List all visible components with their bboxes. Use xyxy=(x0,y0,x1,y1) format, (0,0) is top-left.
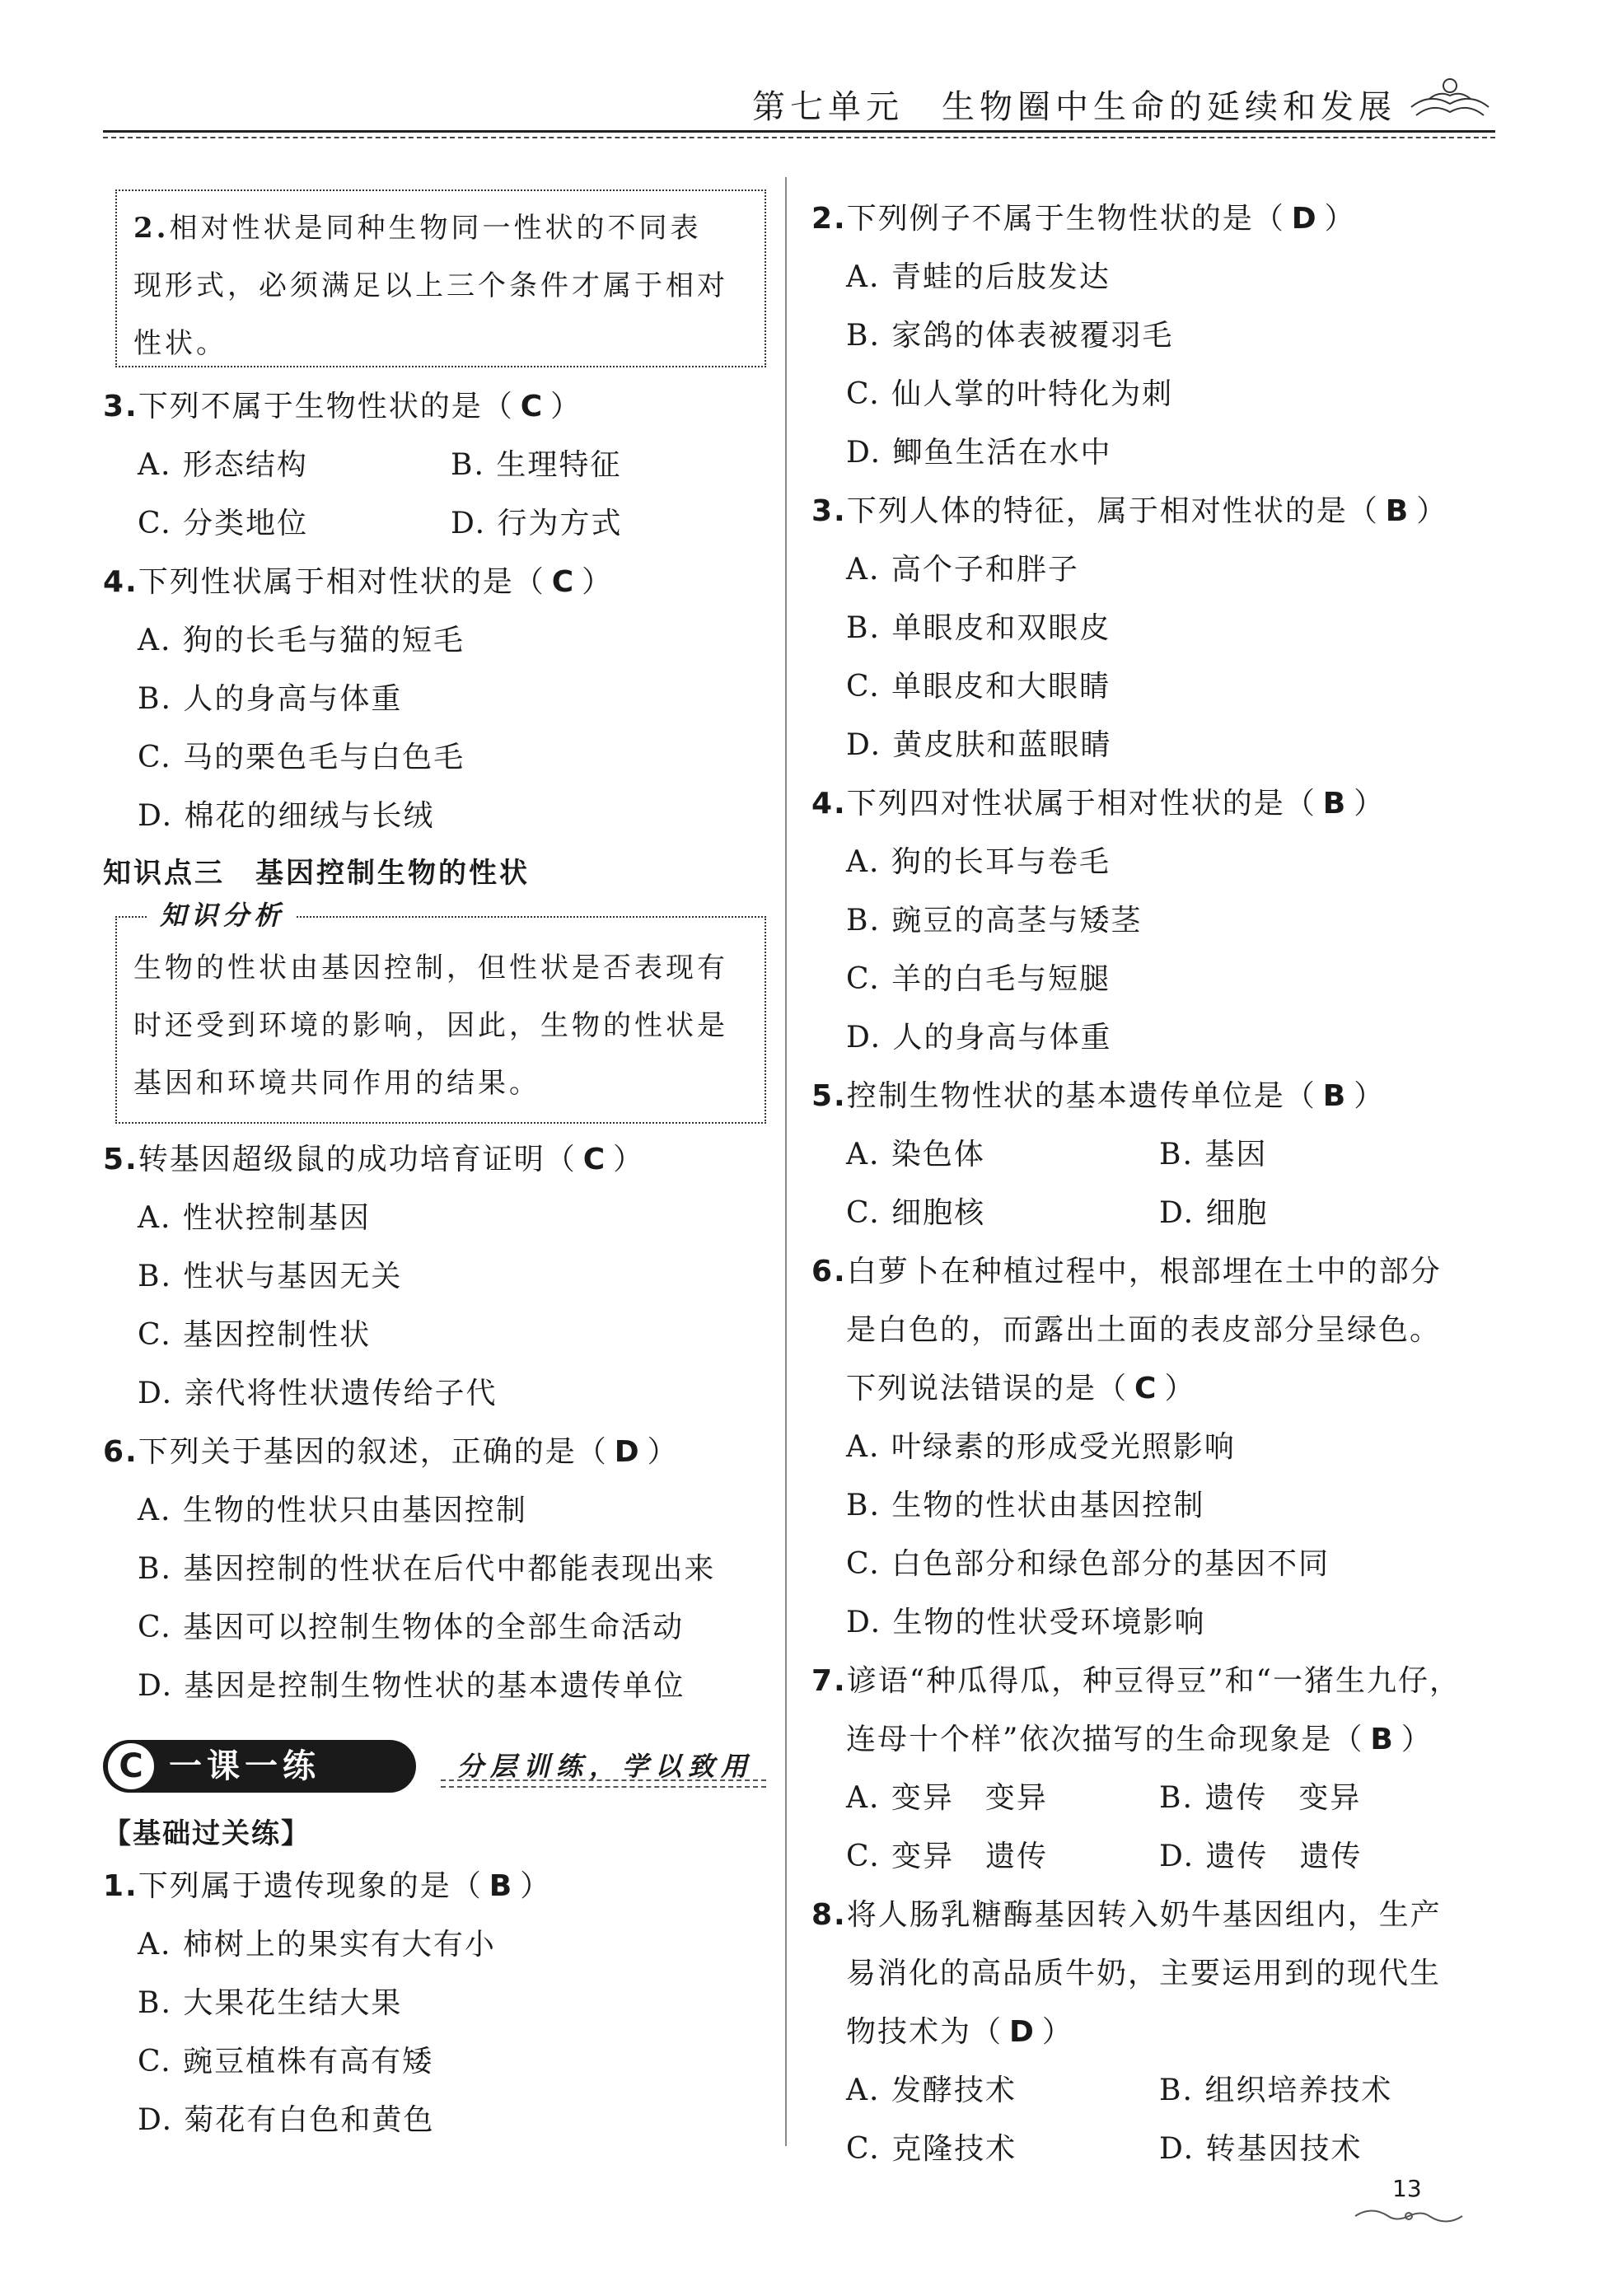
answer: B xyxy=(1385,494,1410,528)
option-a: A. 发酵技术 xyxy=(846,2074,1017,2107)
question-text: 下列属于遗传现象的是（ xyxy=(138,1869,483,1903)
question-text: 下列四对性状属于相对性状的是（ xyxy=(846,787,1316,821)
option-b: B. 组织培养技术 xyxy=(1159,2074,1393,2107)
question-text-continued: 下列说法错误的是（ xyxy=(846,1372,1129,1405)
answer: B xyxy=(1322,1079,1348,1113)
option-a: A. 染色体 xyxy=(846,1138,985,1171)
header-rule xyxy=(103,130,1495,133)
note-number: 2. xyxy=(133,212,170,245)
question-number: 2. xyxy=(811,202,847,236)
option-c: C. 分类地位 xyxy=(138,507,309,540)
option-d: D. 生物的性状受环境影响 xyxy=(846,1606,1206,1639)
question-7 xyxy=(811,1652,1499,1886)
question-4 xyxy=(103,553,766,845)
question-8 xyxy=(811,1886,1499,2178)
question-text: 控制生物性状的基本遗传单位是（ xyxy=(846,1079,1316,1113)
answer: D xyxy=(1009,2015,1036,2049)
option-d: D. 黄皮肤和蓝眼睛 xyxy=(846,728,1112,762)
option-c: C. 变异 遗传 xyxy=(846,1840,1049,1873)
question-text: 下列关于基因的叙述，正确的是（ xyxy=(138,1435,608,1469)
question-number: 1. xyxy=(103,1869,138,1903)
option-c: C. 基因控制性状 xyxy=(138,1318,372,1352)
question-3 xyxy=(811,482,1499,774)
paren: ） xyxy=(1164,1372,1196,1405)
question-number: 5. xyxy=(103,1143,138,1176)
paren: ） xyxy=(1041,2015,1073,2049)
unit-title: 第七单元 生物圈中生命的延续和发展 xyxy=(752,88,1396,126)
paren: ） xyxy=(1324,202,1356,236)
question-6 xyxy=(103,1423,766,1715)
analysis-line: 基因和环境共同作用的结果。 xyxy=(133,1067,540,1100)
paren: ） xyxy=(550,390,582,423)
answer: B xyxy=(489,1869,514,1903)
option-d: D. 人的身高与体重 xyxy=(846,1021,1112,1054)
paren: ） xyxy=(647,1435,679,1469)
answer: B xyxy=(1370,1723,1395,1756)
paren: ） xyxy=(520,1869,552,1903)
question-6 xyxy=(811,1242,1499,1652)
option-a: A. 狗的长毛与猫的短毛 xyxy=(138,624,465,657)
question-text: 下列人体的特征，属于相对性状的是（ xyxy=(846,494,1379,528)
question-text: 谚语“种瓜得瓜，种豆得豆”和“一猪生九仔， xyxy=(846,1664,1461,1698)
option-a: A. 生物的性状只由基因控制 xyxy=(138,1494,527,1527)
question-1 xyxy=(103,1857,766,2149)
option-c: C. 仙人掌的叶特化为刺 xyxy=(846,377,1174,411)
option-d: D. 细胞 xyxy=(1159,1196,1269,1230)
flourish-ornament-icon xyxy=(1351,2204,1466,2228)
option-a: A. 性状控制基因 xyxy=(138,1201,371,1235)
header-dashed-rule xyxy=(103,137,1495,138)
answer: C xyxy=(582,1143,607,1176)
question-number: 3. xyxy=(103,390,138,423)
option-c: C. 马的栗色毛与白色毛 xyxy=(138,741,465,774)
option-b: B. 基因控制的性状在后代中都能表现出来 xyxy=(138,1552,716,1586)
section-heading: 知识点三 基因控制生物的性状 xyxy=(103,857,530,890)
option-c: C. 单眼皮和大眼睛 xyxy=(846,670,1111,704)
option-c: C. 豌豆植株有高有矮 xyxy=(138,2045,434,2079)
paren: ） xyxy=(582,565,614,599)
note-box xyxy=(115,189,766,367)
page-header xyxy=(103,74,1495,148)
answer: D xyxy=(614,1435,641,1469)
paren: ） xyxy=(613,1143,645,1176)
question-text: 下列例子不属于生物性状的是（ xyxy=(846,202,1285,236)
note-line: 相对性状是同种生物同一性状的不同表 xyxy=(169,212,702,245)
question-text: 白萝卜在种植过程中，根部埋在土中的部分 xyxy=(846,1255,1442,1288)
analysis-line: 时还受到环境的影响，因此，生物的性状是 xyxy=(133,1009,728,1042)
question-text: 下列性状属于相对性状的是（ xyxy=(138,565,545,599)
question-number: 4. xyxy=(811,787,847,821)
option-b: B. 人的身高与体重 xyxy=(138,682,403,716)
page-number: 13 xyxy=(1392,2175,1422,2202)
option-b: B. 家鸽的体表被覆羽毛 xyxy=(846,319,1174,353)
question-number: 6. xyxy=(103,1435,138,1469)
banner-label: 一课一练 xyxy=(169,1747,320,1785)
option-a: A. 高个子和胖子 xyxy=(846,553,1079,587)
analysis-box xyxy=(115,900,766,1124)
answer: C xyxy=(551,565,576,599)
banner-letter: C xyxy=(108,1743,154,1789)
note-line: 性状。 xyxy=(133,327,227,360)
option-a: A. 变异 变异 xyxy=(846,1781,1048,1815)
banner-rule xyxy=(441,1779,766,1781)
option-d: D. 棉花的细绒与长绒 xyxy=(138,799,435,833)
option-a: A. 狗的长耳与卷毛 xyxy=(846,845,1111,879)
question-3 xyxy=(103,377,766,553)
option-b: B. 基因 xyxy=(1159,1138,1268,1171)
option-d: D. 鲫鱼生活在水中 xyxy=(846,436,1112,470)
paren: ） xyxy=(1354,787,1386,821)
option-c: C. 基因可以控制生物体的全部生命活动 xyxy=(138,1611,685,1644)
option-a: A. 形态结构 xyxy=(138,448,308,482)
option-d: D. 遗传 遗传 xyxy=(1159,1840,1363,1873)
option-a: A. 叶绿素的形成受光照影响 xyxy=(846,1430,1236,1464)
banner-subtitle: 分层训练，学以致用 xyxy=(457,1751,755,1782)
answer: D xyxy=(1291,202,1318,236)
analysis-title: 知识分析 xyxy=(148,895,297,933)
analysis-line: 生物的性状由基因控制，但性状是否表现有 xyxy=(133,952,728,984)
option-d: D. 基因是控制生物性状的基本遗传单位 xyxy=(138,1669,685,1703)
banner-badge xyxy=(103,1740,416,1793)
left-column xyxy=(103,189,766,2149)
question-2 xyxy=(811,189,1499,482)
question-number: 6. xyxy=(811,1255,847,1288)
question-number: 7. xyxy=(811,1664,847,1698)
question-text-continued: 是白色的，而露出土面的表皮部分呈绿色。 xyxy=(846,1313,1442,1347)
option-b: B. 生理特征 xyxy=(451,448,622,482)
option-d: D. 行为方式 xyxy=(451,507,623,540)
option-d: D. 菊花有白色和黄色 xyxy=(138,2103,435,2137)
option-d: D. 转基因技术 xyxy=(1159,2132,1363,2166)
question-text: 将人肠乳糖酶基因转入奶牛基因组内，生产 xyxy=(846,1898,1442,1932)
option-c: C. 克隆技术 xyxy=(846,2132,1017,2166)
option-a: A. 青蛙的后肢发达 xyxy=(846,260,1111,294)
option-a: A. 柿树上的果实有大有小 xyxy=(138,1928,496,1962)
subsection-heading: 【基础过关练】 xyxy=(103,1817,311,1850)
question-text: 转基因超级鼠的成功培育证明（ xyxy=(138,1143,577,1176)
question-5 xyxy=(811,1067,1499,1242)
paren: ） xyxy=(1416,494,1448,528)
option-b: B. 性状与基因无关 xyxy=(138,1260,403,1293)
option-b: B. 大果花生结大果 xyxy=(138,1986,403,2020)
right-column xyxy=(811,189,1499,2178)
question-text-continued: 连母十个样”依次描写的生命现象是（ xyxy=(846,1723,1364,1756)
option-c: C. 羊的白毛与短腿 xyxy=(846,962,1111,996)
question-number: 3. xyxy=(811,494,847,528)
banner-rule xyxy=(441,1786,766,1788)
practice-banner xyxy=(103,1728,766,1807)
option-c: C. 细胞核 xyxy=(846,1196,986,1230)
paren: ） xyxy=(1354,1079,1386,1113)
question-number: 5. xyxy=(811,1079,847,1113)
column-divider xyxy=(785,177,787,2146)
paren: ） xyxy=(1401,1723,1433,1756)
option-b: B. 生物的性状由基因控制 xyxy=(846,1489,1205,1522)
answer: C xyxy=(1134,1372,1158,1405)
option-c: C. 白色部分和绿色部分的基因不同 xyxy=(846,1547,1330,1581)
note-line: 现形式，必须满足以上三个条件才属于相对 xyxy=(133,269,728,302)
answer: B xyxy=(1322,787,1348,821)
answer: C xyxy=(520,390,545,423)
option-b: B. 单眼皮和双眼皮 xyxy=(846,611,1111,645)
option-d: D. 亲代将性状遗传给子代 xyxy=(138,1377,498,1410)
question-text: 下列不属于生物性状的是（ xyxy=(138,390,514,423)
question-text-continued: 易消化的高品质牛奶，主要运用到的现代生 xyxy=(846,1957,1442,1990)
option-b: B. 遗传 变异 xyxy=(1159,1781,1362,1815)
question-text-continued: 物技术为（ xyxy=(846,2015,1003,2049)
question-5 xyxy=(103,1130,766,1423)
question-number: 8. xyxy=(811,1898,847,1932)
question-number: 4. xyxy=(103,565,138,599)
option-b: B. 豌豆的高茎与矮茎 xyxy=(846,904,1143,938)
leaf-ornament-icon xyxy=(1405,74,1495,127)
question-4 xyxy=(811,774,1499,1067)
